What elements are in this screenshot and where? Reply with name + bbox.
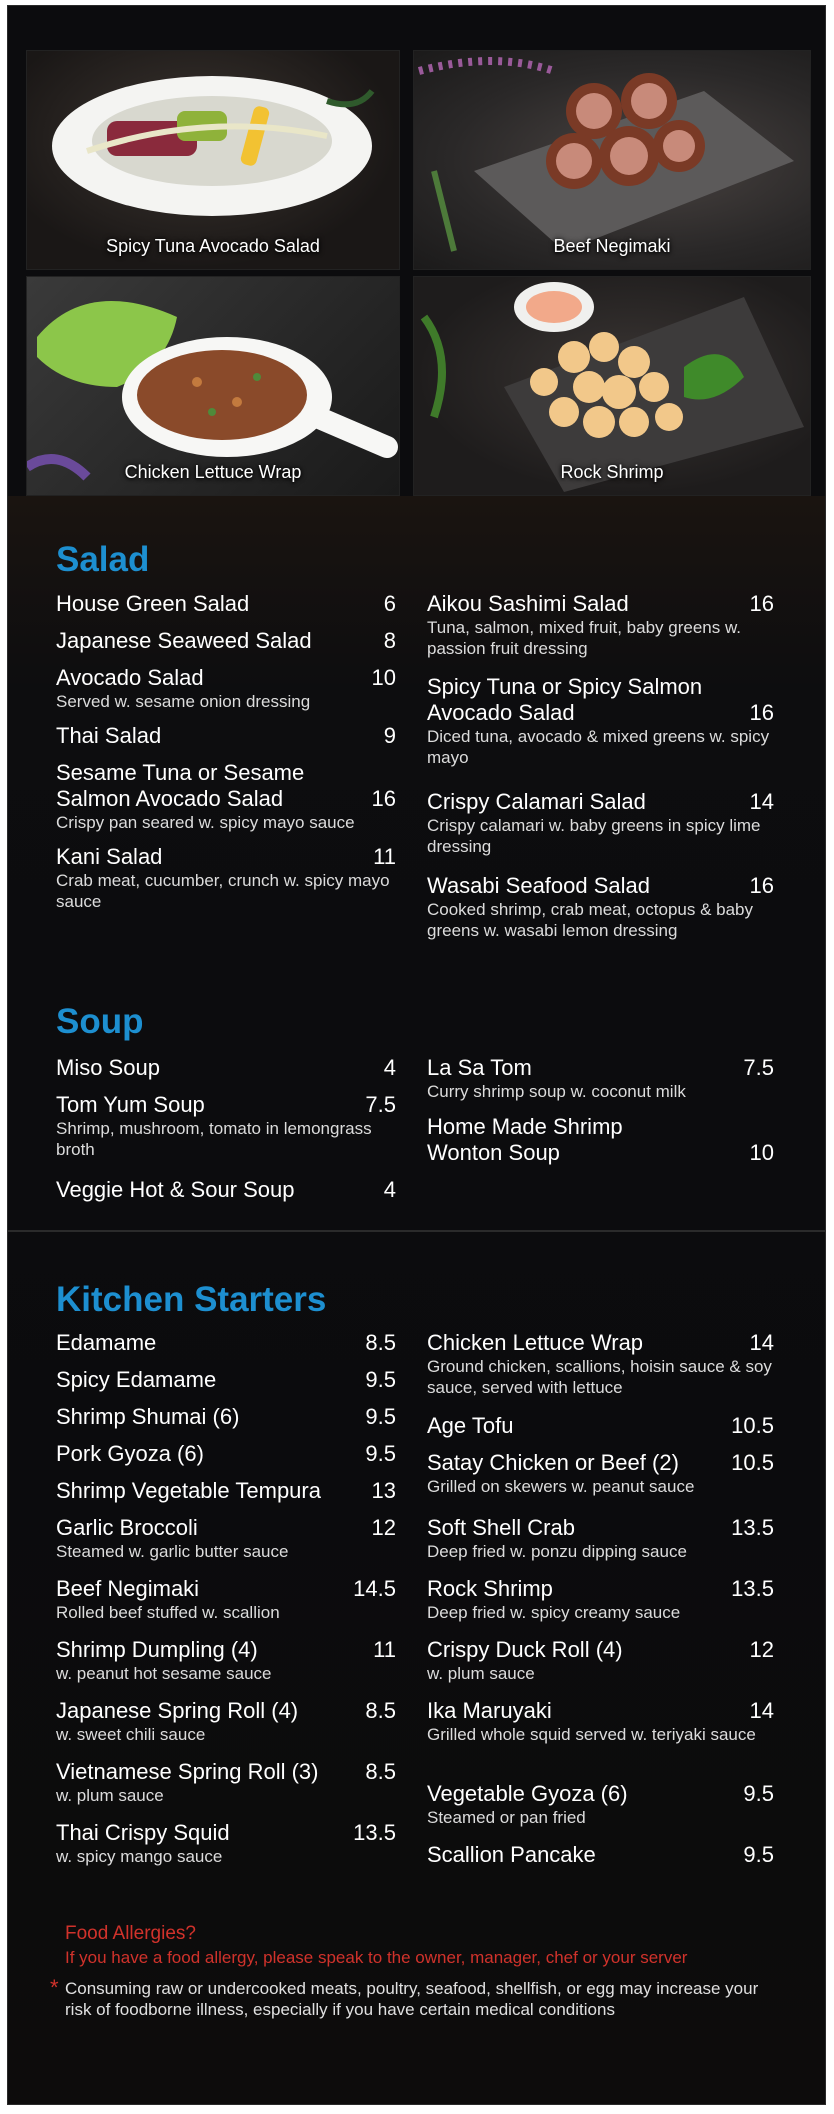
item-price: 9 bbox=[383, 723, 396, 748]
menu-item bbox=[56, 1698, 396, 1745]
item-name: Thai Crispy Squid bbox=[56, 1820, 230, 1845]
item-name: Japanese Spring Roll (4) bbox=[56, 1698, 299, 1723]
item-name: La Sa Tom bbox=[427, 1055, 532, 1080]
menu-item bbox=[56, 1092, 396, 1160]
menu-item bbox=[427, 1576, 774, 1623]
item-price: 9.5 bbox=[365, 1404, 396, 1429]
item-price: 13.5 bbox=[731, 1515, 774, 1540]
item-price: 9.5 bbox=[743, 1842, 774, 1867]
menu-item bbox=[427, 1330, 774, 1398]
item-price: 16 bbox=[371, 786, 396, 811]
menu-item bbox=[427, 1515, 774, 1562]
menu-item bbox=[427, 1698, 774, 1745]
menu-item bbox=[56, 1478, 396, 1504]
item-price: 10.5 bbox=[731, 1450, 774, 1475]
item-description: Deep fried w. spicy creamy sauce bbox=[427, 1603, 681, 1622]
photo-beef-negimaki bbox=[413, 50, 811, 270]
photo-chicken-lettuce-wrap bbox=[26, 276, 400, 496]
item-price: 9.5 bbox=[365, 1441, 396, 1466]
item-name: Crispy Calamari Salad bbox=[427, 789, 646, 814]
item-description: Shrimp, mushroom, tomato in lemongrass broth bbox=[56, 1119, 372, 1159]
item-name: Ika Maruyaki bbox=[427, 1698, 552, 1723]
item-price: 14 bbox=[749, 1330, 774, 1355]
section-divider bbox=[8, 1230, 825, 1232]
menu-item bbox=[56, 1441, 396, 1467]
photo-caption: Beef Negimaki bbox=[553, 236, 671, 256]
item-description: Steamed or pan fried bbox=[427, 1808, 586, 1827]
item-price: 14 bbox=[749, 789, 774, 814]
item-name: Satay Chicken or Beef (2) bbox=[427, 1450, 679, 1475]
item-price: 10 bbox=[749, 1140, 774, 1165]
menu-item bbox=[56, 1637, 396, 1684]
item-name: Home Made Shrimp Wonton Soup bbox=[427, 1114, 623, 1165]
item-name: Kani Salad bbox=[56, 844, 163, 869]
item-name: Rock Shrimp bbox=[427, 1576, 553, 1601]
item-name: Wasabi Seafood Salad bbox=[427, 873, 650, 898]
item-price: 4 bbox=[383, 1177, 396, 1202]
menu-item bbox=[427, 873, 774, 941]
item-price: 8.5 bbox=[365, 1330, 396, 1355]
consumption-warning: Consuming raw or undercooked meats, poultry, seafood, shellfish, or egg may increase your risk of foodborne illness, especially if you have certain medical conditions bbox=[65, 1979, 759, 2019]
item-price: 9.5 bbox=[743, 1781, 774, 1806]
menu-item bbox=[427, 1637, 774, 1684]
item-name: Aikou Sashimi Salad bbox=[427, 591, 629, 616]
item-description: w. plum sauce bbox=[427, 1664, 535, 1683]
item-description: w. peanut hot sesame sauce bbox=[56, 1664, 272, 1683]
menu-item bbox=[56, 591, 396, 617]
item-price: 16 bbox=[749, 700, 774, 725]
item-price: 8.5 bbox=[365, 1698, 396, 1723]
menu-item bbox=[56, 1177, 396, 1203]
menu-item bbox=[427, 789, 774, 857]
menu-item bbox=[427, 1842, 774, 1868]
menu-item bbox=[56, 1576, 396, 1623]
item-name: Pork Gyoza (6) bbox=[56, 1441, 204, 1466]
item-description: Steamed w. garlic butter sauce bbox=[56, 1542, 289, 1561]
menu-item bbox=[56, 1759, 396, 1806]
item-description: Grilled whole squid served w. teriyaki sauce bbox=[427, 1725, 756, 1744]
item-price: 8 bbox=[383, 628, 396, 653]
item-name: Vietnamese Spring Roll (3) bbox=[56, 1759, 319, 1784]
menu-item bbox=[56, 1820, 396, 1867]
item-name: Soft Shell Crab bbox=[427, 1515, 575, 1540]
item-price: 14 bbox=[749, 1698, 774, 1723]
asterisk-icon: * bbox=[50, 1975, 59, 2000]
item-description: Curry shrimp soup w. coconut milk bbox=[427, 1082, 686, 1101]
section-title-kitchen-starters: Kitchen Starters bbox=[56, 1280, 327, 1319]
menu-item bbox=[427, 591, 774, 659]
item-name: Chicken Lettuce Wrap bbox=[427, 1330, 644, 1355]
menu-item bbox=[56, 844, 396, 912]
menu-item bbox=[427, 1781, 774, 1828]
photo-spicy-tuna-avocado-salad bbox=[26, 50, 400, 270]
item-description: Diced tuna, avocado & mixed greens w. spicy mayo bbox=[427, 727, 770, 767]
item-description: Served w. sesame onion dressing bbox=[56, 692, 311, 711]
item-name: Scallion Pancake bbox=[427, 1842, 596, 1867]
item-name: Shrimp Shumai (6) bbox=[56, 1404, 240, 1429]
item-name: Miso Soup bbox=[56, 1055, 160, 1080]
menu-item bbox=[56, 760, 396, 833]
item-name: Beef Negimaki bbox=[56, 1576, 200, 1601]
item-description: Tuna, salmon, mixed fruit, baby greens w. passion fruit dressing bbox=[427, 618, 742, 658]
item-description: Crispy calamari w. baby greens in spicy lime dressing bbox=[427, 816, 761, 856]
menu-item bbox=[56, 1055, 396, 1081]
item-price: 8.5 bbox=[365, 1759, 396, 1784]
photo-caption: Chicken Lettuce Wrap bbox=[124, 462, 302, 482]
item-price: 7.5 bbox=[365, 1092, 396, 1117]
item-name: Crispy Duck Roll (4) bbox=[427, 1637, 623, 1662]
menu-item bbox=[56, 1404, 396, 1430]
item-description: w. spicy mango sauce bbox=[56, 1847, 223, 1866]
item-name: Spicy Edamame bbox=[56, 1367, 217, 1392]
menu-item bbox=[427, 1114, 774, 1166]
item-name: Sesame Tuna or Sesame Salmon Avocado Salad bbox=[56, 760, 305, 811]
item-name: Tom Yum Soup bbox=[56, 1092, 205, 1117]
item-name: Vegetable Gyoza (6) bbox=[427, 1781, 628, 1806]
photo-rock-shrimp bbox=[413, 276, 811, 496]
item-price: 11 bbox=[373, 1637, 396, 1662]
item-name: Thai Salad bbox=[56, 723, 162, 748]
item-name: Japanese Seaweed Salad bbox=[56, 628, 312, 653]
item-description: w. plum sauce bbox=[56, 1786, 164, 1805]
item-price: 7.5 bbox=[743, 1055, 774, 1080]
item-price: 13 bbox=[371, 1478, 396, 1503]
photo-caption: Spicy Tuna Avocado Salad bbox=[106, 236, 320, 256]
menu-item bbox=[56, 1330, 396, 1356]
item-price: 14.5 bbox=[353, 1576, 396, 1601]
item-price: 12 bbox=[749, 1637, 774, 1662]
item-name: House Green Salad bbox=[56, 591, 250, 616]
menu-item bbox=[56, 1367, 396, 1393]
menu-item bbox=[56, 628, 396, 654]
section-title-soup: Soup bbox=[56, 1002, 144, 1041]
item-price: 16 bbox=[749, 591, 774, 616]
item-price: 13.5 bbox=[353, 1820, 396, 1845]
item-name: Avocado Salad bbox=[56, 665, 204, 690]
item-name: Age Tofu bbox=[427, 1413, 514, 1438]
item-description: w. sweet chili sauce bbox=[56, 1725, 206, 1744]
menu-item bbox=[56, 723, 396, 749]
item-price: 4 bbox=[383, 1055, 396, 1080]
item-name: Shrimp Dumpling (4) bbox=[56, 1637, 258, 1662]
item-price: 10 bbox=[371, 665, 396, 690]
photo-caption: Rock Shrimp bbox=[560, 462, 664, 482]
menu-item bbox=[56, 1515, 396, 1562]
item-price: 12 bbox=[371, 1515, 396, 1540]
item-description: Crispy pan seared w. spicy mayo sauce bbox=[56, 813, 355, 832]
item-description: Cooked shrimp, crab meat, octopus & baby greens w. wasabi lemon dressing bbox=[427, 900, 753, 940]
item-description: Crab meat, cucumber, crunch w. spicy mayo sauce bbox=[56, 871, 390, 911]
section-title-salad: Salad bbox=[56, 540, 150, 579]
item-description: Ground chicken, scallions, hoisin sauce & soy sauce, served with lettuce bbox=[427, 1357, 772, 1397]
item-description: Deep fried w. ponzu dipping sauce bbox=[427, 1542, 687, 1561]
item-price: 16 bbox=[749, 873, 774, 898]
item-name: Edamame bbox=[56, 1330, 157, 1355]
item-description: Grilled on skewers w. peanut sauce bbox=[427, 1477, 695, 1496]
allergy-title: Food Allergies? bbox=[65, 1923, 196, 1944]
item-price: 11 bbox=[373, 844, 396, 869]
item-price: 10.5 bbox=[731, 1413, 774, 1438]
item-name: Veggie Hot & Sour Soup bbox=[56, 1177, 295, 1202]
allergy-notice: If you have a food allergy, please speak to the owner, manager, chef or your server bbox=[65, 1948, 688, 1967]
menu-item bbox=[427, 1413, 774, 1439]
item-name: Spicy Tuna or Spicy Salmon Avocado Salad bbox=[427, 674, 703, 725]
item-price: 6 bbox=[383, 591, 396, 616]
menu-item bbox=[427, 674, 774, 768]
menu-item bbox=[427, 1450, 774, 1497]
item-price: 13.5 bbox=[731, 1576, 774, 1601]
menu-item bbox=[56, 665, 396, 712]
item-description: Rolled beef stuffed w. scallion bbox=[56, 1603, 280, 1622]
item-name: Shrimp Vegetable Tempura bbox=[56, 1478, 321, 1503]
menu-panel bbox=[8, 6, 825, 2104]
item-name: Garlic Broccoli bbox=[56, 1515, 198, 1540]
menu-item bbox=[427, 1055, 774, 1102]
item-price: 9.5 bbox=[365, 1367, 396, 1392]
